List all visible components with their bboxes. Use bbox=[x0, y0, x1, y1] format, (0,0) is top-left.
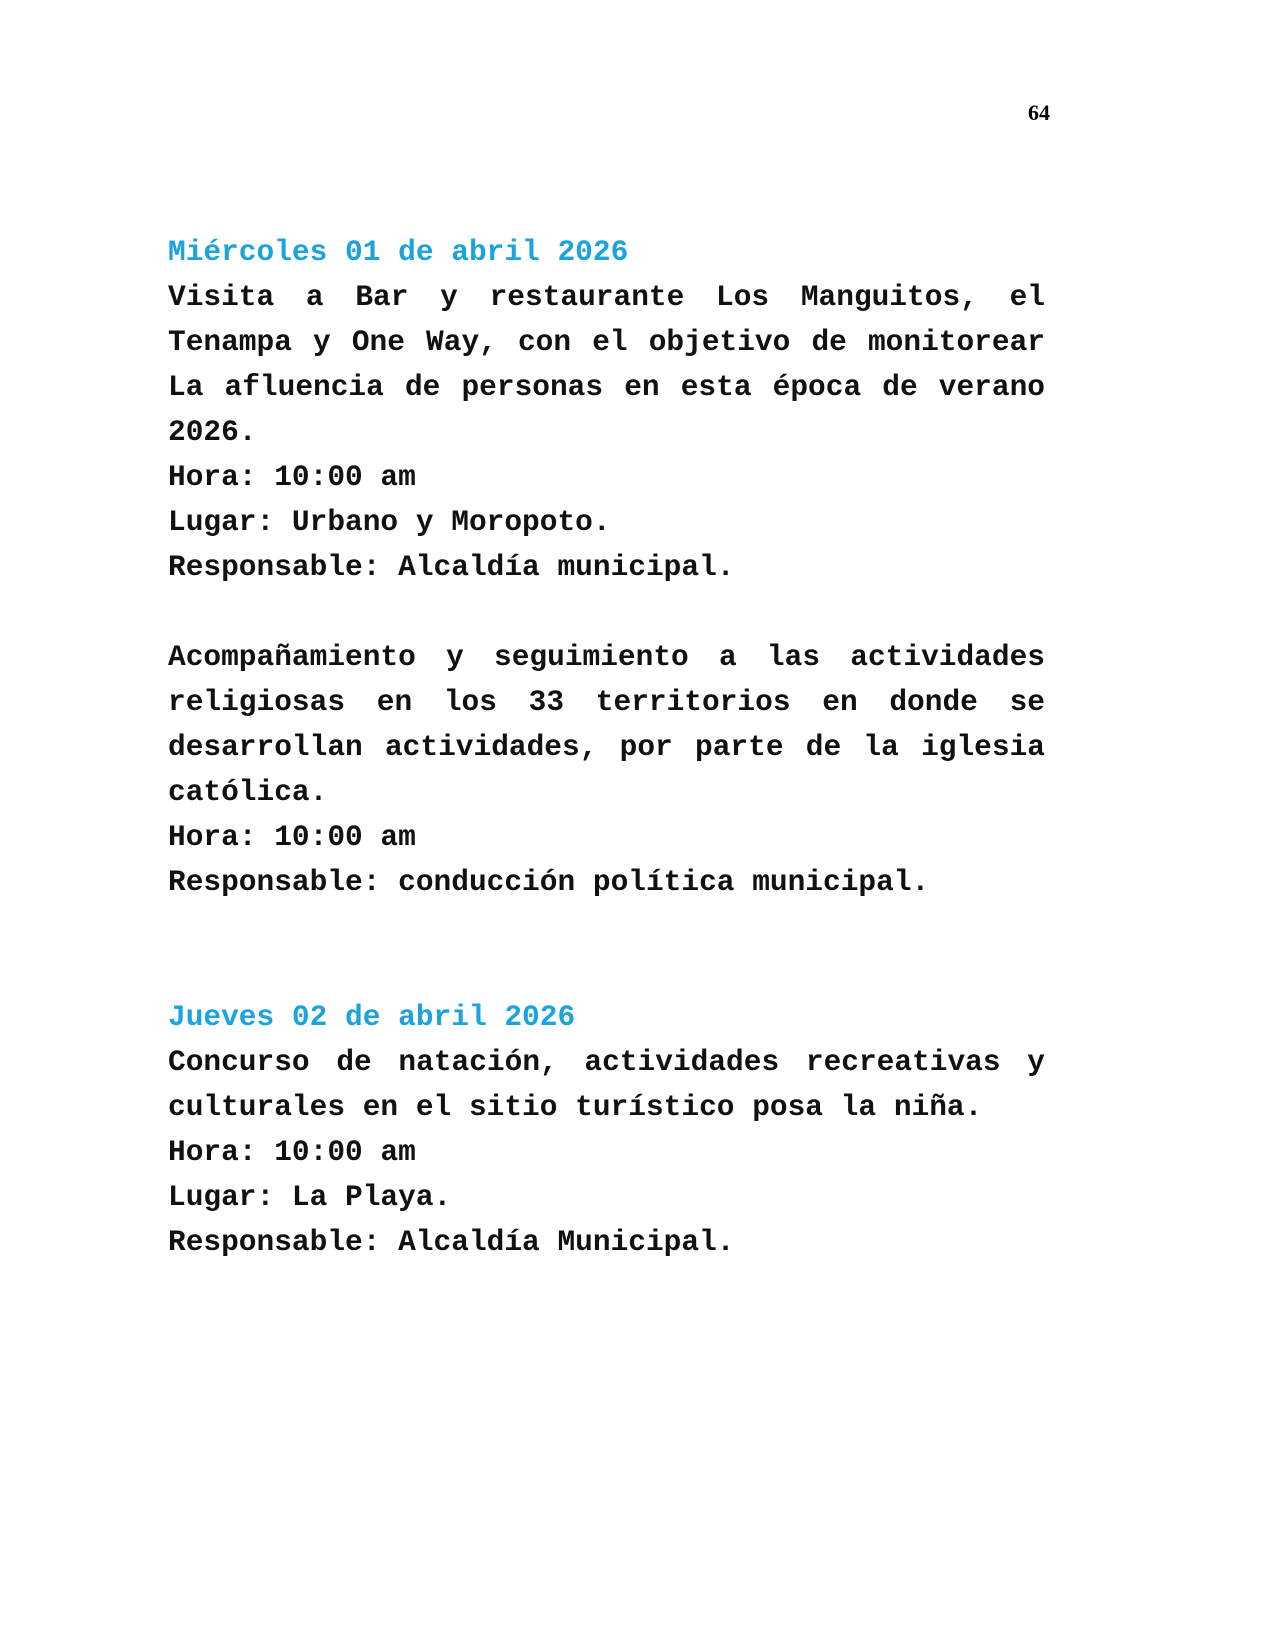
event-responsible: Responsable: Alcaldía municipal. bbox=[168, 550, 735, 584]
event-responsible: Responsable: Alcaldía Municipal. bbox=[168, 1225, 735, 1259]
day-section-thursday bbox=[168, 995, 1045, 1265]
page-number: 64 bbox=[1028, 100, 1050, 125]
event-item bbox=[168, 635, 1045, 905]
event-location: Lugar: La Playa. bbox=[168, 1180, 452, 1214]
event-description: Concurso de natación, actividades recreativas y culturales en el sitio turístico posa la niña. bbox=[168, 1045, 1045, 1124]
day-heading: Jueves 02 de abril 2026 bbox=[168, 1000, 576, 1034]
event-time: Hora: 10:00 am bbox=[168, 1135, 416, 1169]
day-heading: Miércoles 01 de abril 2026 bbox=[168, 235, 629, 269]
spacer bbox=[168, 905, 1045, 995]
event-description: Acompañamiento y seguimiento a las actividades religiosas en los 33 territorios en donde se desarrollan actividades, por parte de la iglesia católica. bbox=[168, 640, 1045, 809]
document-body bbox=[168, 230, 1045, 1265]
event-item bbox=[168, 1040, 1045, 1265]
event-description: Visita a Bar y restaurante Los Manguitos, el Tenampa y One Way, con el objetivo de monitorear La afluencia de personas en esta época de verano 2026. bbox=[168, 280, 1045, 449]
event-time: Hora: 10:00 am bbox=[168, 460, 416, 494]
day-section-wednesday bbox=[168, 230, 1045, 905]
event-location: Lugar: Urbano y Moropoto. bbox=[168, 505, 611, 539]
event-time: Hora: 10:00 am bbox=[168, 820, 416, 854]
event-responsible: Responsable: conducción política municipal. bbox=[168, 865, 930, 899]
spacer bbox=[168, 590, 1045, 635]
event-item bbox=[168, 275, 1045, 590]
